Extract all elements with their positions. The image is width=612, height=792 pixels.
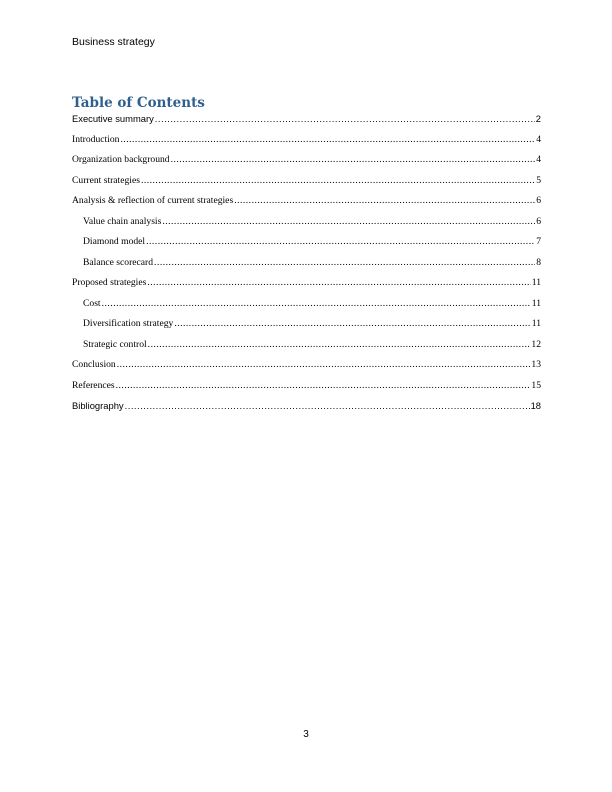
toc-entry-balance-scorecard[interactable]	[72, 256, 541, 277]
toc-entry-label: Organization background	[72, 154, 170, 165]
toc-leader-dots	[120, 133, 535, 147]
toc-entry-page: 12	[531, 338, 541, 350]
toc-entry-current-strategies[interactable]	[72, 174, 541, 195]
toc-entry-page: 11	[531, 277, 541, 288]
toc-leader-dots	[117, 358, 531, 372]
toc-entry-value-chain-analysis[interactable]	[72, 215, 541, 236]
toc-leader-dots	[141, 174, 535, 188]
toc-entry-cost[interactable]	[72, 297, 541, 318]
page-number: 3	[303, 729, 309, 740]
toc-leader-dots	[148, 338, 531, 352]
toc-entry-page: 7	[536, 236, 541, 247]
toc-list	[72, 112, 541, 420]
toc-leader-dots	[174, 317, 530, 331]
toc-entry-page: 5	[536, 174, 541, 186]
toc-leader-dots	[102, 297, 531, 311]
toc-leader-dots	[147, 276, 530, 290]
toc-entry-label: Conclusion	[72, 359, 116, 370]
toc-leader-dots	[162, 215, 535, 229]
toc-entry-label: Bibliography	[72, 400, 124, 411]
toc-leader-dots	[146, 235, 535, 249]
toc-entry-page: 15	[531, 379, 541, 391]
toc-entry-page: 6	[536, 195, 541, 206]
toc-entry-label: Current strategies	[72, 174, 140, 186]
toc-entry-proposed-strategies[interactable]	[72, 276, 541, 297]
toc-entry-diamond-model[interactable]	[72, 235, 541, 256]
toc-leader-dots	[116, 379, 531, 393]
running-header: Business strategy	[72, 36, 155, 48]
toc-leader-dots	[155, 112, 535, 126]
toc-leader-dots	[125, 399, 530, 413]
toc-entry-introduction[interactable]	[72, 133, 541, 154]
toc-title: Table of Contents	[72, 95, 205, 111]
toc-entry-references[interactable]	[72, 379, 541, 400]
toc-entry-label: References	[72, 379, 115, 391]
toc-entry-label: Executive summary	[72, 113, 154, 124]
toc-entry-page: 4	[536, 133, 541, 145]
toc-entry-label: Balance scorecard	[83, 256, 154, 268]
toc-entry-conclusion[interactable]	[72, 358, 541, 379]
toc-entry-label: Diamond model	[83, 236, 146, 247]
toc-entry-label: Value chain analysis	[83, 215, 162, 227]
toc-entry-page: 18	[530, 400, 541, 411]
toc-entry-diversification-strategy[interactable]	[72, 317, 541, 338]
toc-entry-organization-background[interactable]	[72, 153, 541, 174]
toc-entry-page: 4	[536, 154, 541, 165]
toc-entry-page: 11	[531, 297, 541, 309]
toc-entry-label: Introduction	[72, 133, 120, 145]
toc-entry-page: 2	[535, 113, 541, 124]
toc-entry-page: 8	[536, 256, 541, 268]
toc-entry-label: Analysis & reflection of current strategies	[72, 195, 234, 206]
toc-leader-dots	[171, 153, 536, 167]
toc-entry-label: Diversification strategy	[83, 318, 174, 329]
toc-entry-analysis-reflection[interactable]	[72, 194, 541, 215]
toc-leader-dots	[154, 256, 535, 270]
toc-entry-page: 13	[531, 359, 541, 370]
toc-entry-label: Cost	[83, 297, 101, 309]
toc-entry-strategic-control[interactable]	[72, 338, 541, 359]
toc-entry-page: 6	[536, 215, 541, 227]
toc-leader-dots	[234, 194, 535, 208]
toc-entry-bibliography[interactable]	[72, 399, 541, 420]
toc-entry-label: Proposed strategies	[72, 277, 147, 288]
toc-entry-label: Strategic control	[83, 338, 147, 350]
toc-entry-executive-summary[interactable]	[72, 112, 541, 133]
toc-entry-page: 11	[531, 318, 541, 329]
